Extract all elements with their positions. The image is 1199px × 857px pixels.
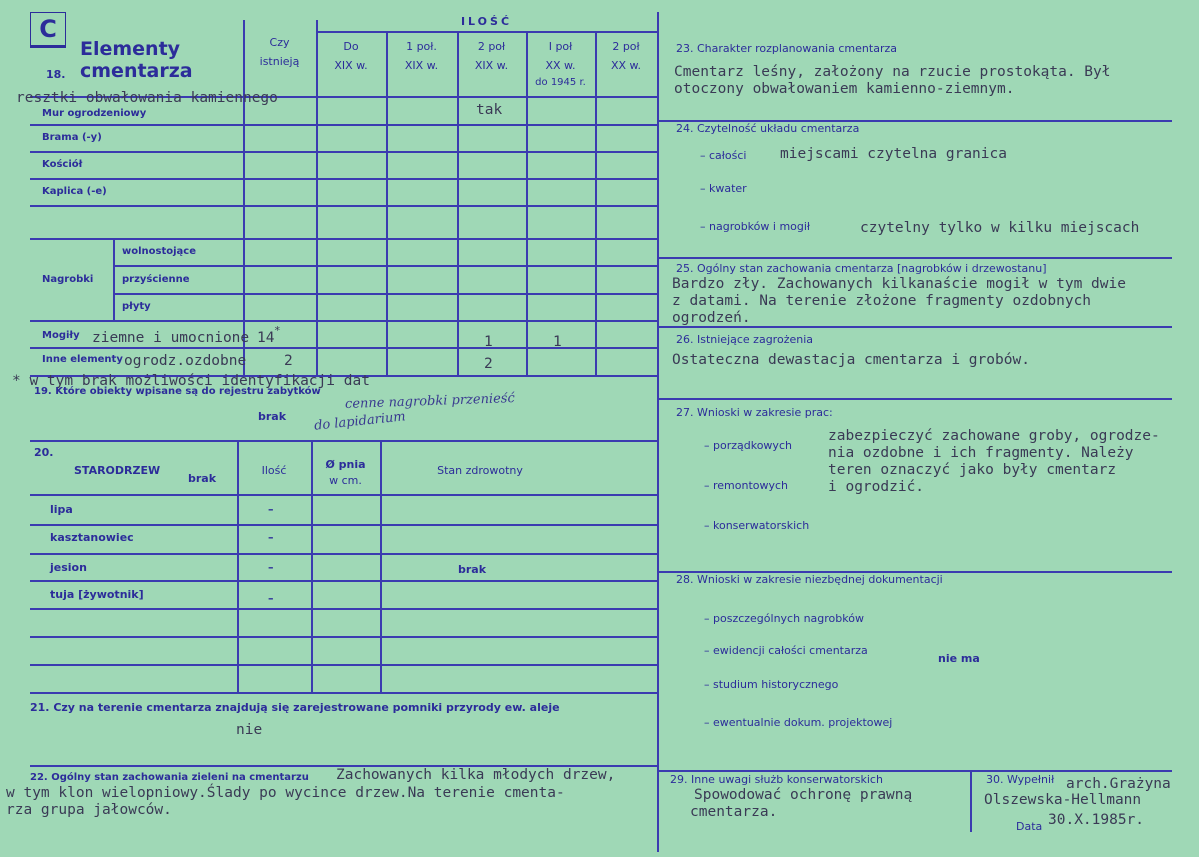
- s30-date: 30.X.1985r.: [1048, 812, 1145, 828]
- s24-kwater: – kwater: [700, 182, 747, 195]
- s24-calosci: – całości: [700, 149, 747, 162]
- col-1pol-xx-1: I poł: [548, 40, 573, 53]
- s30-label: 30. Wypełnił: [986, 773, 1055, 786]
- center-divider: [657, 12, 659, 852]
- footnote: * w tym brak możliwości identyfikacji dat: [12, 373, 370, 389]
- grid-line: [30, 692, 657, 694]
- grid-line: [595, 32, 597, 375]
- s26-label: 26. Istniejące zagrożenia: [676, 333, 814, 346]
- s29-line-2: cmentarza.: [690, 804, 778, 820]
- grid-line: [30, 205, 657, 207]
- s23-line-2: otoczony obwałowaniem kamienno-ziemnym.: [674, 81, 1015, 97]
- row-mogily: Mogiły: [42, 330, 80, 341]
- tree-jesion-ilosc: –: [268, 561, 274, 574]
- s22-line-3: rza grupa jałowców.: [6, 802, 172, 818]
- col-2pol-xx-2: XX w.: [610, 59, 642, 72]
- row-kosciol: Kościół: [42, 159, 83, 170]
- s22-label: 22. Ogólny stan zachowania zieleni na cmentarzu: [30, 772, 309, 783]
- tree-lipa-ilosc: –: [268, 503, 274, 516]
- s28-item-2: – ewidencji całości cmentarza: [704, 644, 868, 657]
- grid-line: [243, 20, 245, 375]
- grid-line: [30, 608, 657, 610]
- s25-line-2: z datami. Na terenie złożone fragmenty ozdobnych: [672, 293, 1092, 309]
- s28-item-3: – studium historycznego: [704, 678, 839, 691]
- row-brama: Brama (-y): [42, 132, 102, 143]
- grid-line: [380, 440, 382, 692]
- s27-porzadkowych: – porządkowych: [704, 439, 792, 452]
- row-mur: Mur ogrodzeniowy: [42, 108, 147, 119]
- row-wolnostojace: wolnostojące: [122, 246, 197, 257]
- s24-label: 24. Czytelność układu cmentarza: [676, 122, 860, 135]
- mur-note: resztki obwałowania kamiennego: [16, 90, 278, 106]
- grid-line: [30, 347, 657, 349]
- grid-line: [113, 265, 657, 267]
- col-1pol-xix-2: XIX w.: [404, 59, 439, 72]
- row-kaplica: Kaplica (-e): [42, 186, 107, 197]
- grid-line: [30, 580, 657, 582]
- s27-konserwatorskich: – konserwatorskich: [704, 519, 810, 532]
- grid-line: [30, 151, 657, 153]
- s28-item-1: – poszczególnych nagrobków: [704, 612, 864, 625]
- col-1pol-xx-2: XX w.: [545, 59, 576, 72]
- grid-line: [30, 494, 657, 496]
- inne-note: ogrodz.ozdobne: [124, 353, 247, 369]
- col-2pol-xix-1: 2 poł: [477, 40, 506, 53]
- s19-hand-1: cenne nagrobki przenieść: [344, 391, 515, 412]
- s25-line-1: Bardzo zły. Zachowanych kilkanaście mogił w tym dwie: [672, 276, 1126, 292]
- s27-remontowych: – remontowych: [704, 479, 789, 492]
- s27-line-3: teren oznaczyć jako były cmentarz: [828, 462, 1117, 478]
- tree-lipa: lipa: [50, 503, 73, 516]
- grid-line: [30, 524, 657, 526]
- row-nagrobki: Nagrobki: [42, 274, 94, 285]
- col-2pol-xx-1: 2 poł: [612, 40, 640, 53]
- s24-nagrobkow-val: czytelny tylko w kilku miejscach: [860, 220, 1140, 236]
- inne-2pol: 2: [484, 356, 493, 372]
- s24-nagrobkow: – nagrobków i mogił: [700, 220, 811, 233]
- s27-line-2: nia ozdobne i ich fragmenty. Należy: [828, 445, 1134, 461]
- grid-line: [316, 20, 318, 375]
- s21-answer: nie: [236, 722, 263, 738]
- grid-line: [30, 553, 657, 555]
- s30-data-label: Data: [1016, 820, 1043, 833]
- s28-label: 28. Wnioski w zakresie niezbędnej dokumentacji: [676, 573, 943, 586]
- s20-title: STARODRZEW: [74, 464, 161, 477]
- mogily-note: ziemne i umocnione: [92, 330, 250, 346]
- s25-line-3: ogrodzeń.: [672, 310, 751, 326]
- s25-label: 25. Ogólny stan zachowania cmentarza [nagrobków i drzewostanu]: [676, 262, 1047, 275]
- s18-title-1: Elementy: [80, 38, 181, 60]
- grid-line: [30, 124, 657, 126]
- row-plyty: płyty: [122, 301, 151, 312]
- col-do-xix-2: XIX w.: [334, 59, 368, 72]
- row-inne: Inne elementy: [42, 354, 123, 365]
- mur-tak: tak: [476, 102, 503, 118]
- s19-label: 19. Które obiekty wpisane są do rejestru zabytków: [34, 386, 321, 397]
- grid-line: [30, 178, 657, 180]
- s28-val: nie ma: [938, 652, 980, 665]
- s28-item-4: – ewentualnie dokum. projektowej: [704, 716, 893, 729]
- grid-line: [316, 31, 657, 33]
- col-2pol-xix-2: XIX w.: [474, 59, 509, 72]
- s21-label: 21. Czy na terenie cmentarza znajdują się zarejestrowane pomniki przyrody ew. aleje: [30, 701, 560, 714]
- s23-label: 23. Charakter rozplanowania cmentarza: [676, 42, 897, 55]
- grid-line: [30, 320, 657, 322]
- grid-line: [30, 440, 657, 442]
- grid-line: [113, 238, 115, 320]
- s22-line-2: w tym klon wielopniowy.Ślady po wycince drzew.Na terenie cmenta-: [6, 785, 565, 801]
- grid-line: [237, 440, 239, 692]
- grid-line: [657, 326, 1172, 328]
- s27-line-4: i ogrodzić.: [828, 479, 925, 495]
- s24-calosci-val: miejscami czytelna granica: [780, 146, 1007, 162]
- grid-line: [657, 398, 1172, 400]
- col-do-xix-1: Do: [343, 40, 359, 53]
- s26-val: Ostateczna dewastacja cmentarza i grobów.: [672, 352, 1030, 368]
- grid-line: [657, 257, 1172, 259]
- grid-line: [657, 770, 1172, 772]
- ilosc-header: ILOŚĆ: [460, 15, 513, 28]
- col-1pol-xx-3: do 1945 r.: [535, 77, 586, 88]
- tree-kasztanowiec: kasztanowiec: [50, 531, 134, 544]
- tree-jesion: jesion: [50, 561, 87, 574]
- tree-kasztanowiec-ilosc: –: [268, 531, 274, 544]
- tree-tuja: tuja [żywotnik]: [50, 588, 144, 601]
- s18-number: 18.: [46, 68, 66, 81]
- grid-line: [386, 32, 388, 375]
- s20-col-ilosc: Ilość: [261, 464, 287, 477]
- s20-col-stan: Stan zdrowotny: [437, 464, 523, 477]
- s30-name-2: Olszewska-Hellmann: [984, 792, 1142, 808]
- s18-title-2: cmentarza: [80, 60, 193, 82]
- mogily-count: 14: [257, 330, 275, 346]
- grid-line: [30, 238, 657, 240]
- tree-tuja-ilosc: –: [268, 592, 274, 605]
- grid-line: [30, 636, 657, 638]
- s20-col-fi-1: Ø pnia: [325, 458, 366, 471]
- grid-line: [113, 293, 657, 295]
- corner-letter-box: C: [30, 12, 66, 48]
- s20-stan-brak: brak: [458, 563, 487, 576]
- grid-line: [30, 664, 657, 666]
- s23-line-1: Cmentarz leśny, założony na rzucie prostokąta. Był: [674, 64, 1111, 80]
- s22-line-1: Zachowanych kilka młodych drzew,: [336, 767, 616, 783]
- mogily-2pol: 1: [484, 334, 493, 350]
- s30-name-1: arch.Grażyna: [1066, 776, 1171, 792]
- s29-label: 29. Inne uwagi służb konserwatorskich: [670, 773, 883, 786]
- grid-line: [457, 32, 459, 375]
- col-czy-2: istnieją: [259, 55, 300, 68]
- s20-col-fi-2: w cm.: [329, 474, 362, 487]
- mogily-1polxx: 1: [553, 334, 562, 350]
- s27-label: 27. Wnioski w zakresie prac:: [676, 406, 833, 419]
- row-przyscienne: przyścienne: [122, 274, 190, 285]
- inne-count: 2: [284, 353, 293, 369]
- s20-number: 20.: [34, 446, 54, 459]
- grid-line: [970, 770, 972, 832]
- s29-line-1: Spowodować ochronę prawną: [694, 787, 913, 803]
- s20-brak: brak: [188, 472, 217, 485]
- s19-hand-2: do lapidarium: [313, 409, 407, 434]
- mogily-star: *: [274, 324, 281, 337]
- s27-line-1: zabezpieczyć zachowane groby, ogrodze-: [828, 428, 1160, 444]
- col-czy-1: Czy: [269, 36, 290, 49]
- s19-brak: brak: [258, 410, 287, 423]
- col-1pol-xix-1: 1 poł.: [406, 40, 437, 53]
